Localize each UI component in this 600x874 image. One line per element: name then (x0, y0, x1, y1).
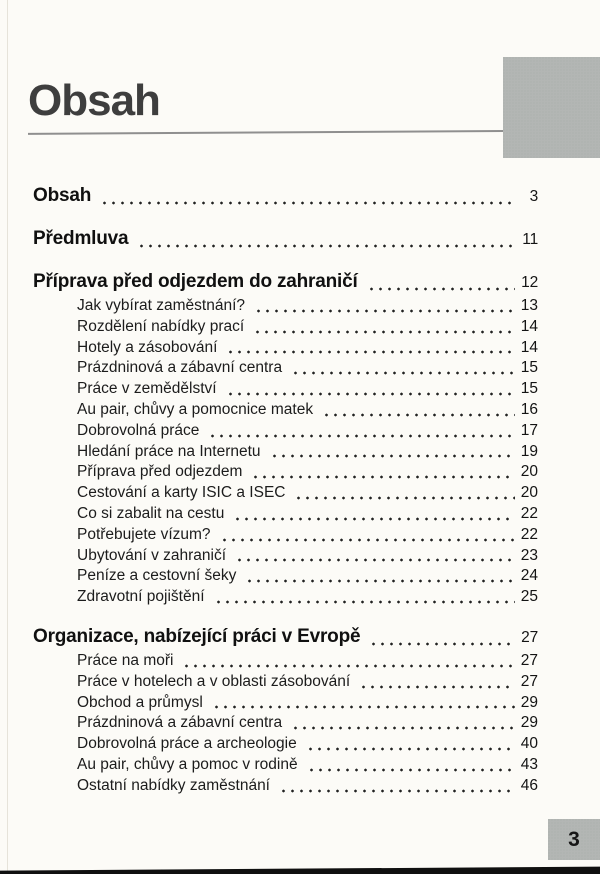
toc-entry-label: Práce v zemědělství (77, 380, 217, 398)
toc-entry-page-number: 19 (520, 442, 538, 460)
toc-entry-page-number: 14 (520, 317, 538, 335)
toc-entry-label: Co si zabalit na cestu (77, 504, 225, 522)
toc-entry-label: Práce na moři (77, 651, 174, 669)
toc-dot-leader (208, 421, 515, 442)
toc-entry-page-number: 24 (520, 567, 538, 585)
toc-entry-label: Potřebujete vízum? (77, 525, 211, 543)
toc-entry-page-number: 22 (520, 525, 538, 543)
toc-row-item (33, 651, 538, 672)
toc-row-item (33, 672, 538, 693)
toc-entry-label: Příprava před odjezdem (77, 463, 243, 481)
toc-dot-leader (270, 442, 515, 463)
toc-dot-leader (253, 317, 515, 338)
toc-entry-page-number: 14 (520, 338, 538, 356)
toc-entry-page-number: 23 (520, 546, 538, 564)
toc-dot-leader (233, 504, 515, 525)
toc-entry-page-number: 46 (520, 776, 538, 794)
toc-dot-leader (291, 358, 515, 379)
toc-entry-label: Cestování a karty ISIC a ISEC (77, 484, 286, 502)
toc-entry-label: Hotely a zásobování (77, 338, 218, 356)
toc-entry-page-number: 15 (520, 359, 538, 377)
header-corner-block (503, 57, 600, 158)
toc-dot-leader (212, 693, 515, 714)
toc-entry-page-number: 12 (521, 274, 538, 291)
toc-row-item (33, 734, 538, 755)
toc-entry-page-number: 20 (520, 484, 538, 502)
toc-entry-label: Předmluva (33, 228, 129, 249)
toc-entry-label: Dobrovolná práce (77, 421, 200, 439)
toc-entry-label: Organizace, nabízející práci v Evropě (33, 625, 361, 647)
toc-entry-label: Dobrovolná práce a archeologie (77, 735, 297, 753)
toc-row-item (33, 421, 538, 442)
toc-entry-page-number: 29 (520, 714, 538, 732)
toc-entry-page-number: 22 (520, 504, 538, 522)
title-rule (28, 130, 504, 135)
toc-row-item (33, 442, 538, 463)
toc-entry-label: Prázdninová a zábavní centra (77, 714, 283, 732)
toc-entry-label: Prázdninová a zábavní centra (77, 359, 283, 377)
toc-row-item (33, 776, 538, 797)
toc-dot-leader (226, 379, 515, 400)
toc-row-item (33, 317, 538, 338)
toc-dot-leader (291, 713, 515, 734)
toc-dot-leader (307, 755, 515, 776)
toc-row-item (33, 379, 538, 400)
toc-entry-page-number: 29 (520, 693, 538, 711)
toc-entry-page-number: 3 (529, 188, 538, 205)
toc-entry-label: Obchod a průmysl (77, 693, 203, 711)
scan-edge-bar (0, 865, 600, 874)
toc-dot-leader (254, 296, 515, 317)
toc-entry-page-number: 25 (520, 588, 538, 606)
toc-entry-label: Zdravotní pojištění (77, 588, 205, 606)
toc-entry-label: Obsah (33, 185, 92, 206)
toc-dot-leader (367, 268, 515, 296)
toc-dot-leader (306, 734, 515, 755)
toc-row-item (33, 400, 538, 421)
table-of-contents (33, 182, 538, 797)
toc-row-item (33, 693, 538, 714)
page-number-block (548, 819, 600, 860)
scan-edge-line (7, 0, 8, 874)
toc-dot-leader (245, 566, 515, 587)
toc-entry-label: Ostatní nabídky zaměstnání (77, 776, 270, 794)
toc-entry-page-number: 27 (520, 651, 538, 669)
toc-dot-leader (182, 651, 515, 672)
toc-row-item (33, 504, 538, 525)
toc-row-section (33, 268, 538, 296)
toc-entry-label: Jak vybírat zaměstnání? (77, 297, 245, 314)
toc-row-item (33, 713, 538, 734)
toc-dot-leader (294, 483, 515, 504)
toc-row-item (33, 755, 538, 776)
toc-row-item (33, 483, 538, 504)
toc-row-item (33, 546, 538, 567)
toc-entry-page-number: 11 (522, 231, 538, 248)
toc-dot-leader (369, 623, 515, 651)
toc-dot-leader (137, 225, 515, 253)
toc-entry-page-number: 27 (521, 628, 538, 646)
toc-entry-page-number: 13 (520, 297, 538, 314)
toc-row-item (33, 338, 538, 359)
toc-dot-leader (235, 546, 515, 567)
toc-entry-page-number: 16 (520, 400, 538, 418)
toc-dot-leader (220, 525, 515, 546)
page-title: Obsah (28, 76, 160, 126)
toc-dot-leader (100, 182, 515, 210)
toc-entry-page-number: 15 (520, 380, 538, 398)
toc-row-item (33, 358, 538, 379)
toc-row-item (33, 462, 538, 483)
toc-dot-leader (359, 672, 515, 693)
toc-dot-leader (279, 776, 515, 797)
toc-dot-leader (226, 338, 515, 359)
toc-entry-label: Příprava před odjezdem do zahraničí (33, 271, 358, 292)
toc-row-item (33, 566, 538, 587)
toc-entry-page-number: 27 (520, 672, 538, 690)
toc-row-item (33, 587, 538, 608)
toc-dot-leader (251, 462, 515, 483)
toc-entry-label: Hledání práce na Internetu (77, 442, 261, 460)
toc-row-item (33, 525, 538, 546)
toc-entry-label: Rozdělení nabídky prací (77, 317, 245, 335)
toc-row-section (33, 182, 538, 210)
toc-row-section (33, 623, 538, 651)
toc-row-item (33, 296, 538, 317)
toc-entry-page-number: 20 (520, 463, 538, 481)
toc-entry-label: Ubytování v zahraničí (77, 546, 227, 564)
toc-entry-page-number: 43 (520, 755, 538, 773)
toc-entry-label: Au pair, chůvy a pomoc v rodině (77, 755, 298, 773)
toc-entry-page-number: 17 (520, 421, 538, 439)
page-number: 3 (568, 827, 580, 851)
toc-entry-label: Práce v hotelech a v oblasti zásobování (77, 672, 351, 690)
toc-row-section (33, 225, 538, 253)
toc-dot-leader (214, 587, 515, 608)
toc-entry-label: Au pair, chůvy a pomocnice matek (77, 400, 314, 418)
toc-entry-label: Peníze a cestovní šeky (77, 567, 237, 585)
toc-entry-page-number: 40 (520, 735, 538, 753)
toc-dot-leader (322, 400, 515, 421)
